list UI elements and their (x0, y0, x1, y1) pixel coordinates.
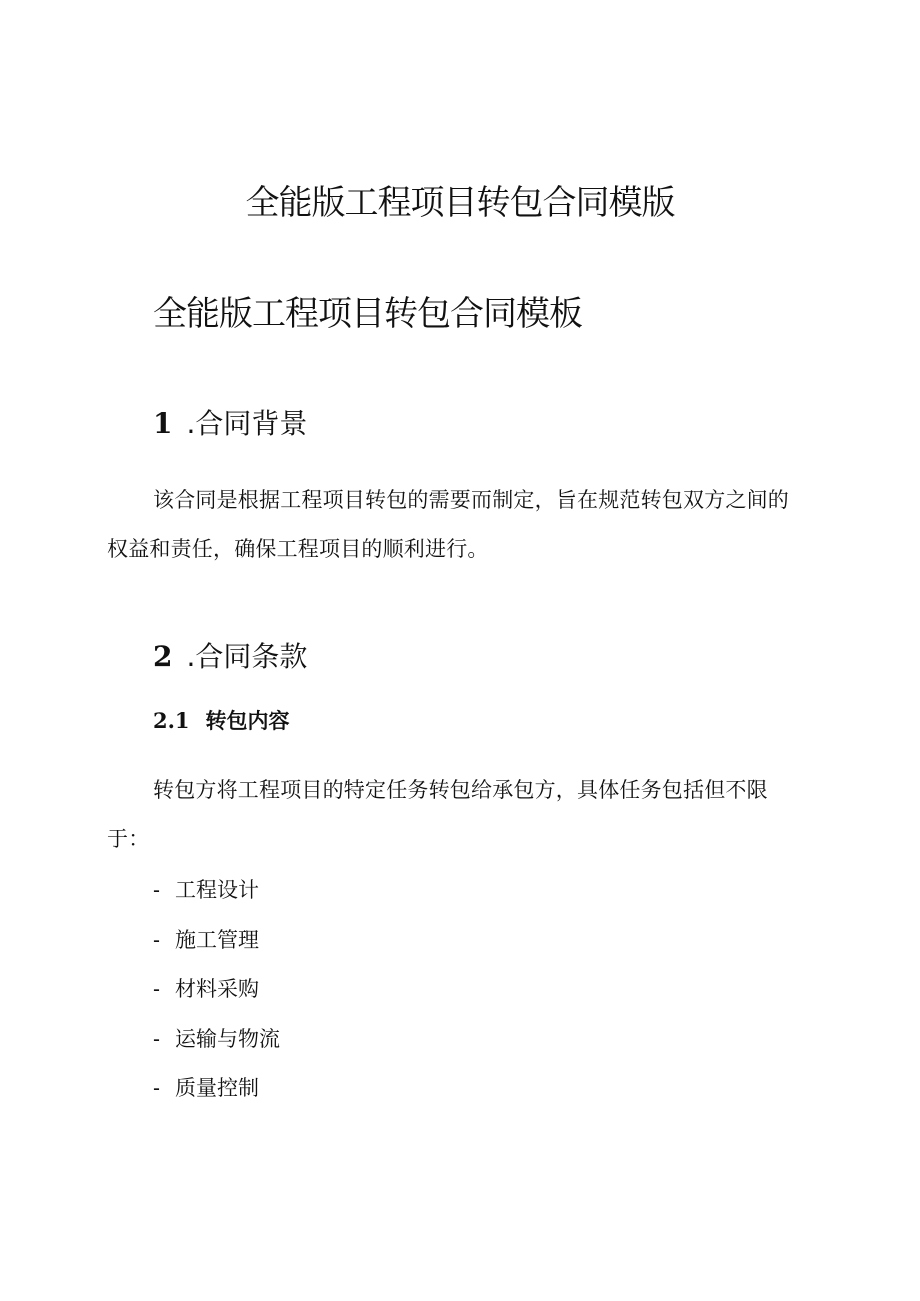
list-marker: - (153, 1027, 160, 1051)
list-item (153, 866, 280, 916)
section-title: .合同条款 (186, 640, 308, 673)
list-item (153, 965, 280, 1015)
subcontract-content-paragraph: 转包方将工程项目的特定任务转包给承包方，具体任务包括但不限于： (107, 778, 768, 851)
list-marker: - (153, 928, 160, 952)
list-marker: - (153, 978, 160, 1001)
list-item-text: 质量控制 (175, 1076, 259, 1100)
subsection-title: 转包内容 (205, 709, 290, 733)
list-item-text: 材料采购 (175, 977, 259, 1001)
list-item (153, 916, 280, 966)
list-marker: - (153, 1077, 160, 1100)
list-marker: - (153, 879, 160, 902)
list-item-text: 运输与物流 (175, 1026, 280, 1051)
subsection-number: 2.1 (153, 708, 190, 733)
section-heading-background (153, 404, 307, 444)
list-item (153, 1064, 280, 1114)
document-heading: 全能版工程项目转包合同模板 (153, 294, 582, 334)
task-list (153, 866, 280, 1114)
document-title: 全能版工程项目转包合同模版 (245, 183, 675, 223)
background-paragraph: 该合同是根据工程项目转包的需要而制定，旨在规范转包双方之间的权益和责任，确保工程项目的顺利进行。 (107, 488, 789, 561)
list-item-text: 工程设计 (175, 878, 259, 902)
section-title: .合同背景 (186, 407, 308, 440)
section-number: 1 (153, 407, 173, 440)
list-item-text: 施工管理 (175, 927, 259, 952)
subsection-heading (153, 703, 290, 739)
list-item (153, 1015, 280, 1065)
section-heading-terms (153, 637, 307, 677)
section-number: 2 (153, 640, 173, 673)
